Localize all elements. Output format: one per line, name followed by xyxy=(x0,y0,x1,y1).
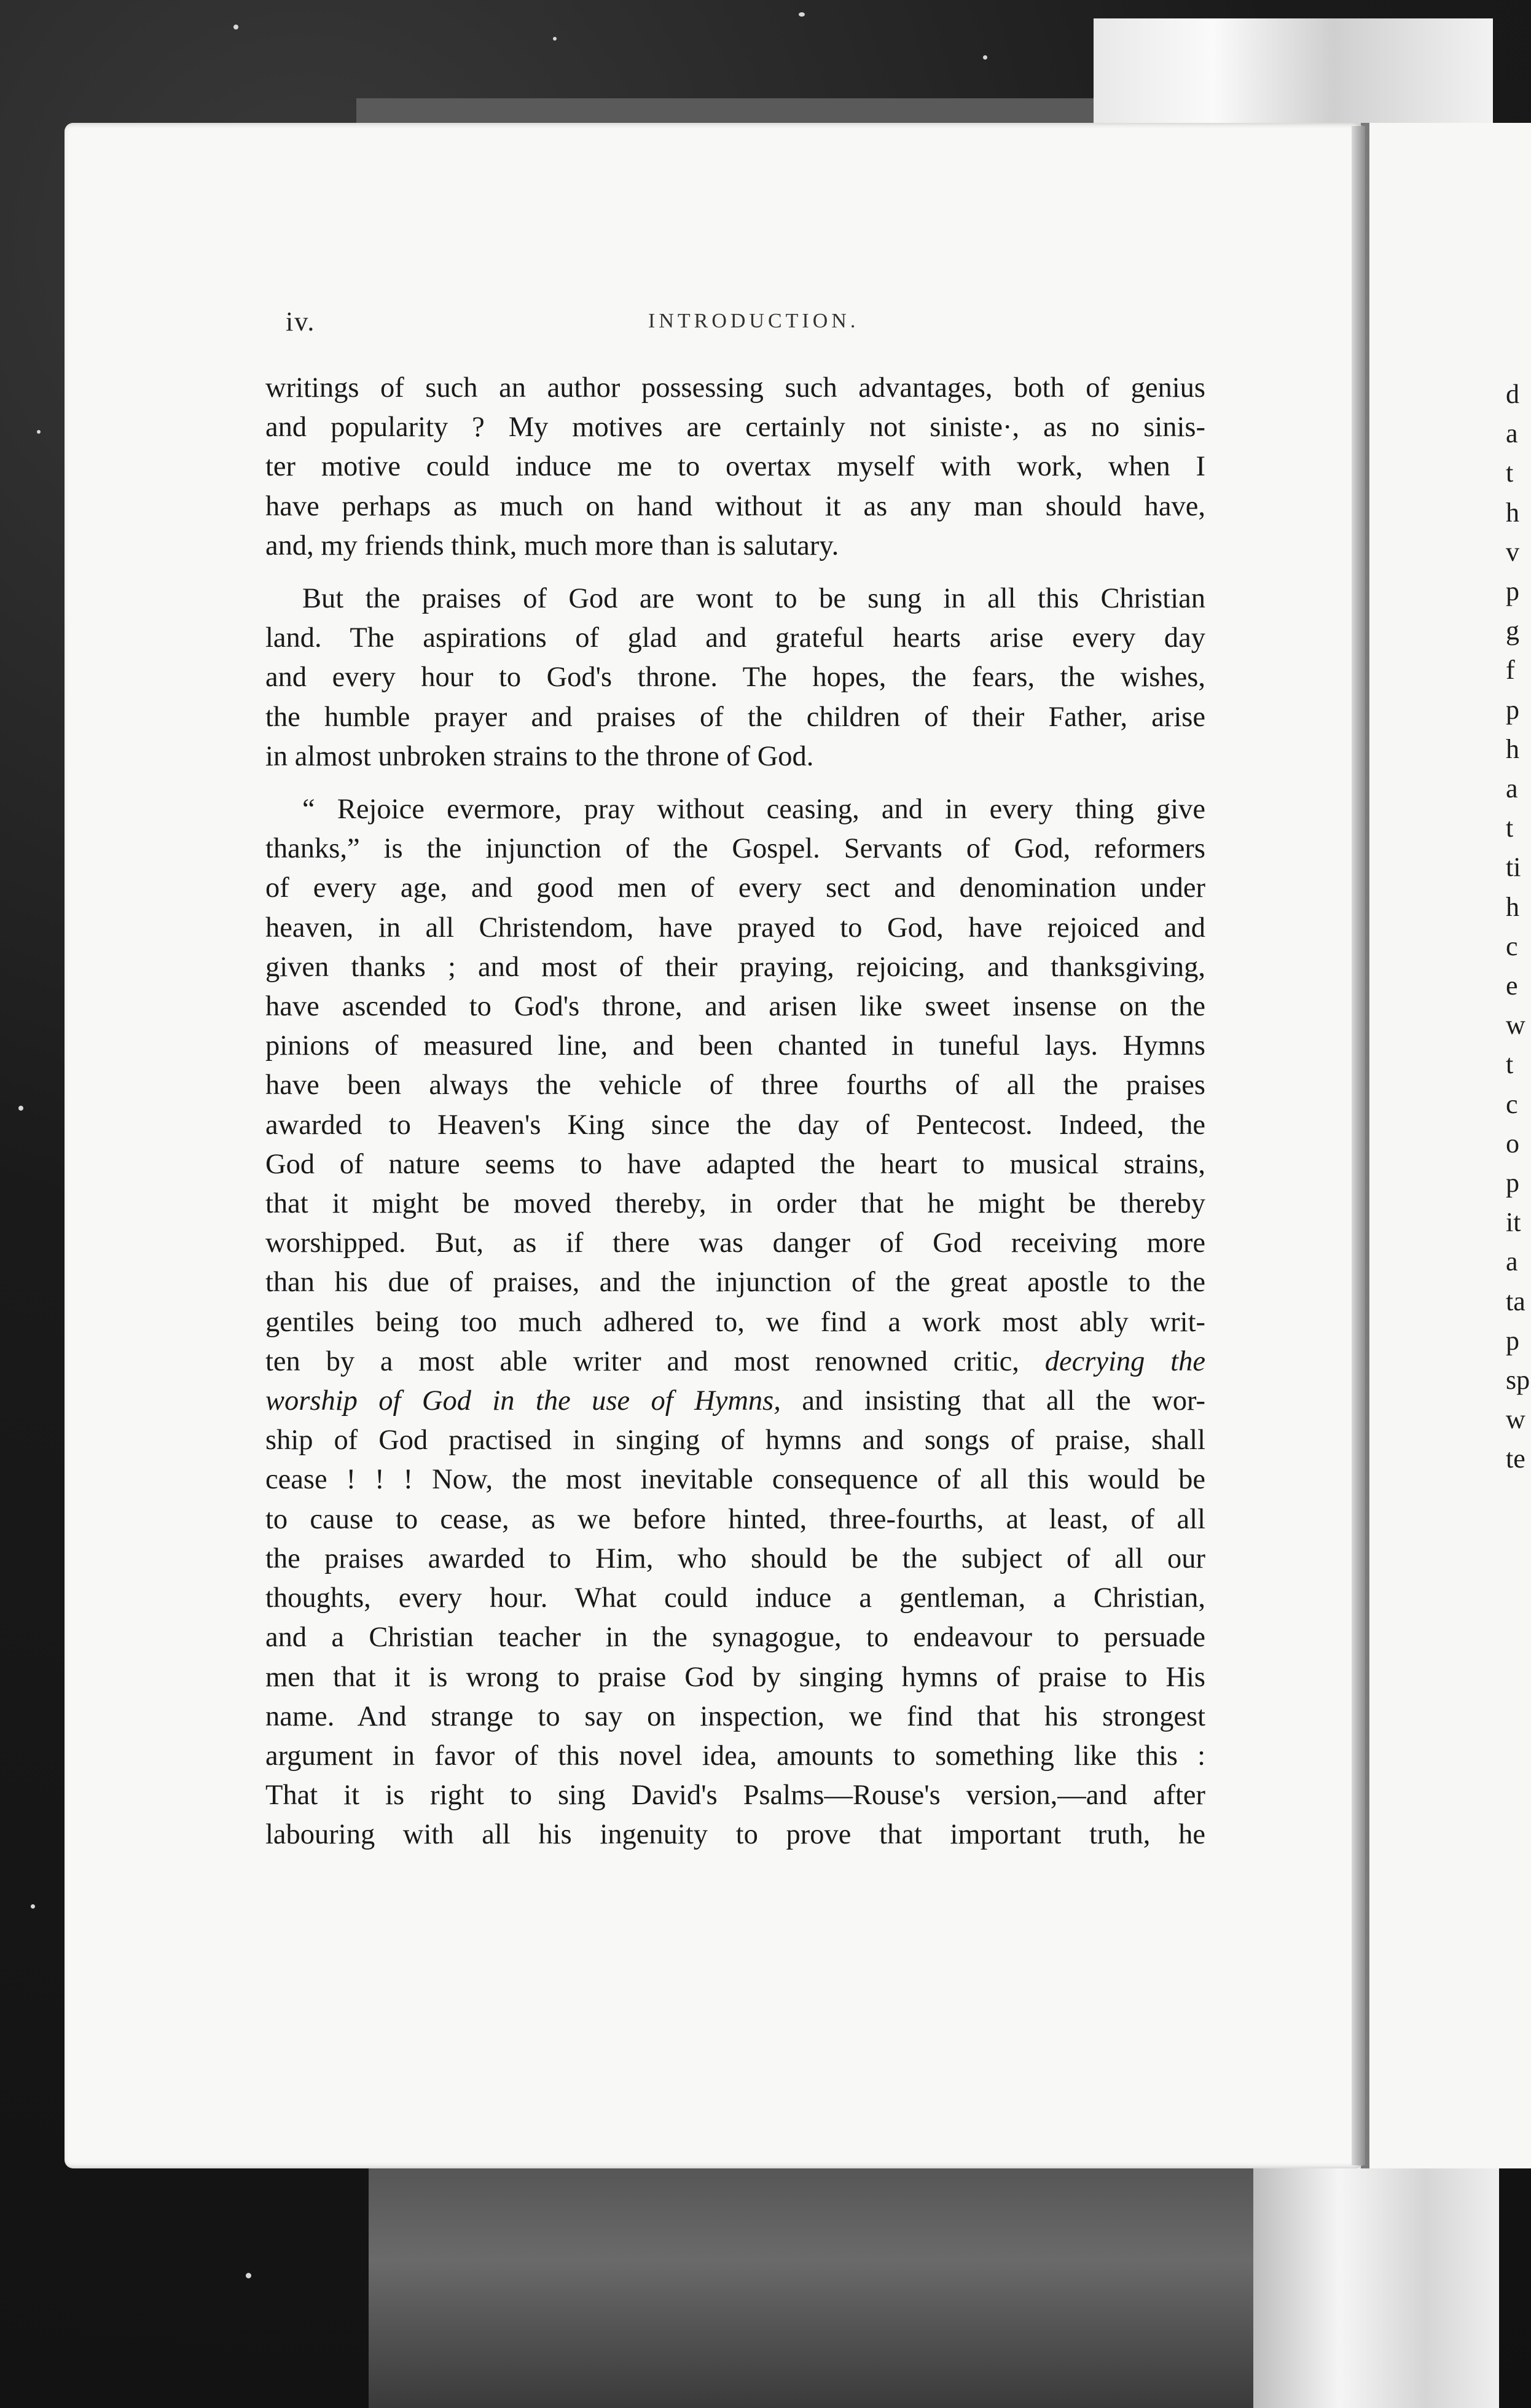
text-line: That it is right to sing David's Psalms—Rouse's version,—and after xyxy=(265,1780,1205,1812)
facing-page-letter: w xyxy=(1506,1404,1525,1435)
text-line: have ascended to God's throne, and arisen like sweet insense on the xyxy=(265,991,1205,1023)
facing-page-letter: it xyxy=(1506,1207,1521,1238)
text-line: the humble prayer and praises of the children of their Father, arise xyxy=(265,701,1205,733)
page-gutter-edge xyxy=(1352,126,1365,2165)
facing-page-letter: ta xyxy=(1506,1286,1525,1316)
text-line: in almost unbroken strains to the throne of God. xyxy=(265,740,814,772)
page-number: iv. xyxy=(286,307,316,337)
text-segment: ten by a most able writer and most renowned critic, xyxy=(265,1345,1019,1377)
facing-page-letter: a xyxy=(1506,773,1518,803)
text-line: God of nature seems to have adapted the heart to musical strains, xyxy=(265,1148,1205,1180)
facing-page-letter: t xyxy=(1506,813,1514,843)
facing-page-letter: t xyxy=(1506,458,1514,488)
text-line: ship of God practised in singing of hymns and songs of praise, shall xyxy=(265,1425,1205,1456)
text-line-with-italic xyxy=(265,1382,1205,1421)
text-line: cease ! ! ! Now, the most inevitable consequence of all this would be xyxy=(265,1464,1205,1496)
paragraph-3 xyxy=(265,790,1205,1855)
text-line: name. And strange to say on inspection, we find that his strongest xyxy=(265,1700,1205,1732)
dust-speck xyxy=(31,1904,35,1909)
italic-phrase: worship of God in the use of Hymns, xyxy=(265,1385,781,1417)
dust-speck xyxy=(799,12,805,17)
facing-page-letter: t xyxy=(1506,1049,1514,1080)
text-line: of every age, and good men of every sect and denomination under xyxy=(265,872,1205,904)
italic-phrase: decrying the xyxy=(1044,1345,1205,1377)
facing-page-letter: p xyxy=(1506,1168,1519,1198)
facing-page-letter: h xyxy=(1506,733,1519,764)
facing-page-letter: a xyxy=(1506,1246,1518,1277)
text-line: writings of such an author possessing such advantages, both of genius xyxy=(265,372,1205,404)
text-line: that it might be moved thereby, in order that he might be thereby xyxy=(265,1188,1205,1220)
facing-page-letter: d xyxy=(1506,379,1519,409)
facing-page-letter: g xyxy=(1506,616,1519,646)
text-line: labouring with all his ingenuity to prove that important truth, he xyxy=(265,1819,1205,1851)
dust-speck xyxy=(553,37,557,41)
facing-page-letter: v xyxy=(1506,536,1519,567)
facing-page-letter: p xyxy=(1506,576,1519,606)
facing-page-bottom-light xyxy=(1253,2162,1499,2408)
text-line: and, my friends think, much more than is salutary. xyxy=(265,530,839,561)
text-line: and every hour to God's throne. The hopes, the fears, the wishes, xyxy=(265,662,1205,694)
body-text xyxy=(265,369,1205,1869)
facing-page-letter: c xyxy=(1506,1089,1518,1119)
facing-page-letter: ti xyxy=(1506,852,1521,883)
facing-page-top-light xyxy=(1094,18,1493,135)
text-line: the praises awarded to Him, who should be the subject of all our xyxy=(265,1542,1205,1574)
facing-page-letter: te xyxy=(1506,1444,1525,1474)
facing-page-letter: o xyxy=(1506,1128,1519,1159)
text-line: pinions of measured line, and been chanted in tuneful lays. Hymns xyxy=(265,1030,1205,1062)
text-line: heaven, in all Christendom, have prayed to God, have rejoiced and xyxy=(265,912,1205,944)
text-line: thoughts, every hour. What could induce a gentleman, a Christian, xyxy=(265,1582,1205,1614)
facing-page-letter: f xyxy=(1506,655,1515,686)
facing-page-letter: c xyxy=(1506,931,1518,961)
text-line: “ Rejoice evermore, pray without ceasing, and in every thing give xyxy=(302,794,1205,826)
text-line: But the praises of God are wont to be sung in all this Christian xyxy=(302,583,1205,615)
text-line: given thanks ; and most of their praying, rejoicing, and thanksgiving, xyxy=(265,951,1205,983)
page-header xyxy=(286,306,1207,349)
text-line: gentiles being too much adhered to, we find a work most ably writ- xyxy=(265,1306,1205,1338)
text-line: and a Christian teacher in the synagogue, to endeavour to persuade xyxy=(265,1622,1205,1654)
text-line: men that it is wrong to praise God by singing hymns of praise to His xyxy=(265,1661,1205,1693)
text-line-with-italic xyxy=(265,1342,1205,1382)
facing-page-letter: h xyxy=(1506,891,1519,922)
text-line: have perhaps as much on hand without it as any man should have, xyxy=(265,490,1205,522)
facing-page-letter: h xyxy=(1506,497,1519,528)
facing-page-letter: p xyxy=(1506,1325,1519,1356)
text-segment: and insisting that all the wor- xyxy=(802,1385,1205,1417)
facing-page-letter: w xyxy=(1506,1010,1525,1041)
text-line: worshipped. But, as if there was danger of God receiving more xyxy=(265,1227,1205,1259)
text-line: awarded to Heaven's King since the day of Pentecost. Indeed, the xyxy=(265,1109,1205,1141)
facing-page-letter: e xyxy=(1506,971,1518,1001)
paragraph-2 xyxy=(265,579,1205,776)
dust-speck xyxy=(983,55,987,60)
running-head: INTRODUCTION. xyxy=(648,310,859,332)
dust-speck xyxy=(18,1106,23,1111)
text-line: land. The aspirations of glad and grateful hearts arise every day xyxy=(265,622,1205,654)
dust-speck xyxy=(246,2273,251,2278)
text-line: thanks,” is the injunction of the Gospel. Servants of God, reformers xyxy=(265,833,1205,865)
text-line: than his due of praises, and the injunction of the great apostle to the xyxy=(265,1267,1205,1299)
dust-speck xyxy=(233,25,238,29)
dust-speck xyxy=(37,430,41,434)
text-line: and popularity ? My motives are certainly not siniste·, as no sinis- xyxy=(265,412,1205,444)
text-line: ter motive could induce me to overtax myself with work, when I xyxy=(265,451,1205,483)
facing-page-letter: sp xyxy=(1506,1365,1530,1395)
facing-page-letter: p xyxy=(1506,694,1519,725)
facing-page xyxy=(1361,123,1531,2168)
text-line: have been always the vehicle of three fourths of all the praises xyxy=(265,1069,1205,1101)
paragraph-1 xyxy=(265,369,1205,566)
text-line: to cause to cease, as we before hinted, three-fourths, at least, of all xyxy=(265,1503,1205,1535)
text-line: argument in favor of this novel idea, amounts to something like this : xyxy=(265,1740,1205,1772)
facing-page-letter: a xyxy=(1506,418,1518,449)
